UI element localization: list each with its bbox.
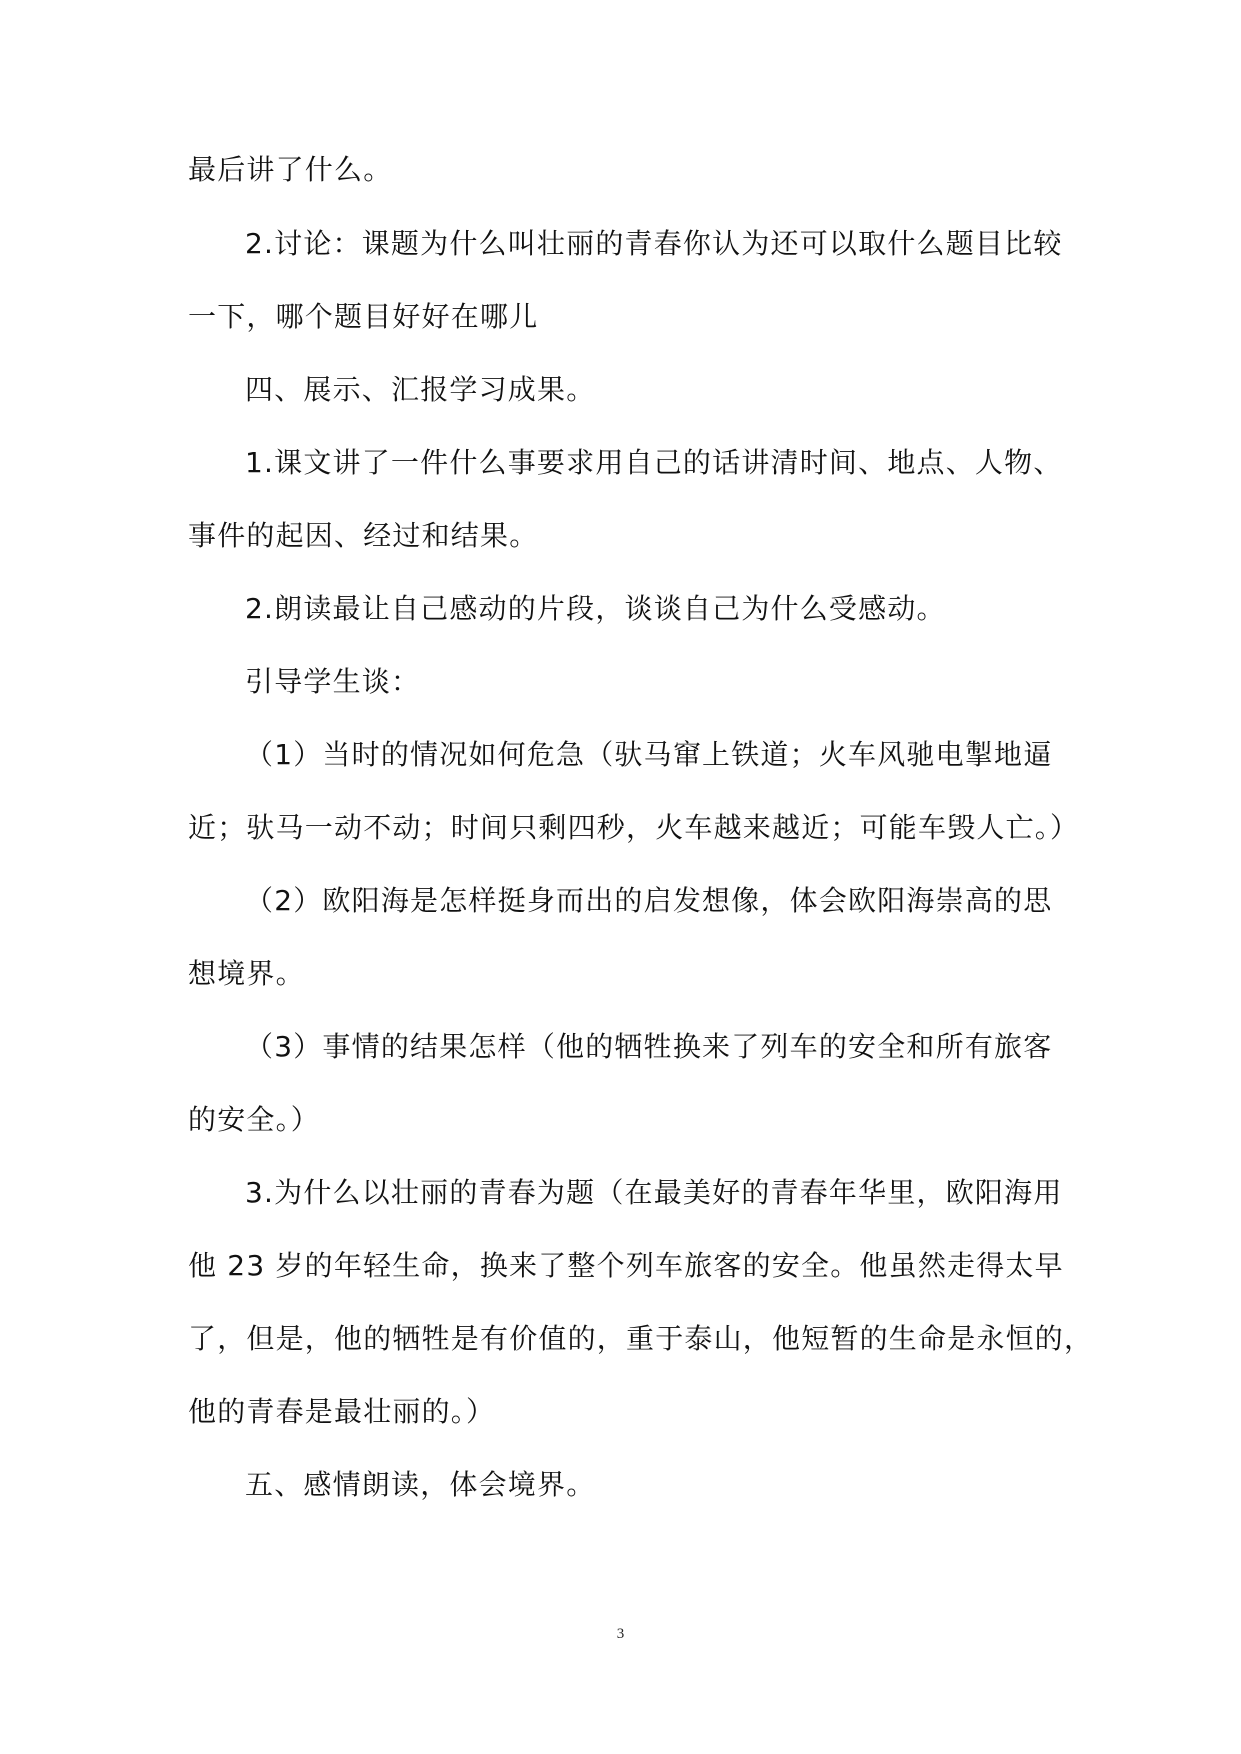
text-line-19: 五、感情朗读，体会境界。 — [245, 1468, 596, 1501]
text-line-13: （3）事情的结果怎样（他的牺牲换来了列车的安全和所有旅客 — [245, 1030, 1053, 1063]
text-line-11: （2）欧阳海是怎样挺身而出的启发想像，体会欧阳海崇高的思 — [245, 884, 1053, 917]
text-line-10: 近；驮马一动不动；时间只剩四秒，火车越来越近；可能车毁人亡。） — [188, 811, 1080, 844]
page-number: 3 — [616, 1626, 625, 1642]
text-line-12: 想境界。 — [188, 957, 305, 990]
text-line-8: 引导学生谈： — [245, 665, 421, 698]
text-line-17: 了，但是，他的牺牲是有价值的，重于泰山，他短暂的生命是永恒的， — [188, 1322, 1094, 1355]
text-line-6: 事件的起因、经过和结果。 — [188, 519, 539, 552]
text-line-16: 他 23 岁的年轻生命，换来了整个列车旅客的安全。他虽然走得太早 — [188, 1249, 1064, 1282]
text-line-1: 最后讲了什么。 — [188, 153, 393, 186]
text-line-9: （1）当时的情况如何危急（驮马窜上铁道；火车风驰电掣地逼 — [245, 738, 1053, 771]
text-line-14: 的安全。） — [188, 1103, 321, 1136]
text-line-3: 一下，哪个题目好好在哪儿 — [188, 300, 539, 333]
text-line-15: 3.为什么以壮丽的青春为题（在最美好的青春年华里，欧阳海用 — [245, 1176, 1063, 1209]
text-line-18: 他的青春是最壮丽的。） — [188, 1395, 496, 1428]
text-line-7: 2.朗读最让自己感动的片段，谈谈自己为什么受感动。 — [245, 592, 946, 625]
text-line-4: 四、展示、汇报学习成果。 — [245, 373, 596, 406]
text-line-2: 2.讨论：课题为什么叫壮丽的青春你认为还可以取什么题目比较 — [245, 227, 1063, 260]
text-line-5: 1.课文讲了一件什么事要求用自己的话讲清时间、地点、人物、 — [245, 446, 1063, 479]
